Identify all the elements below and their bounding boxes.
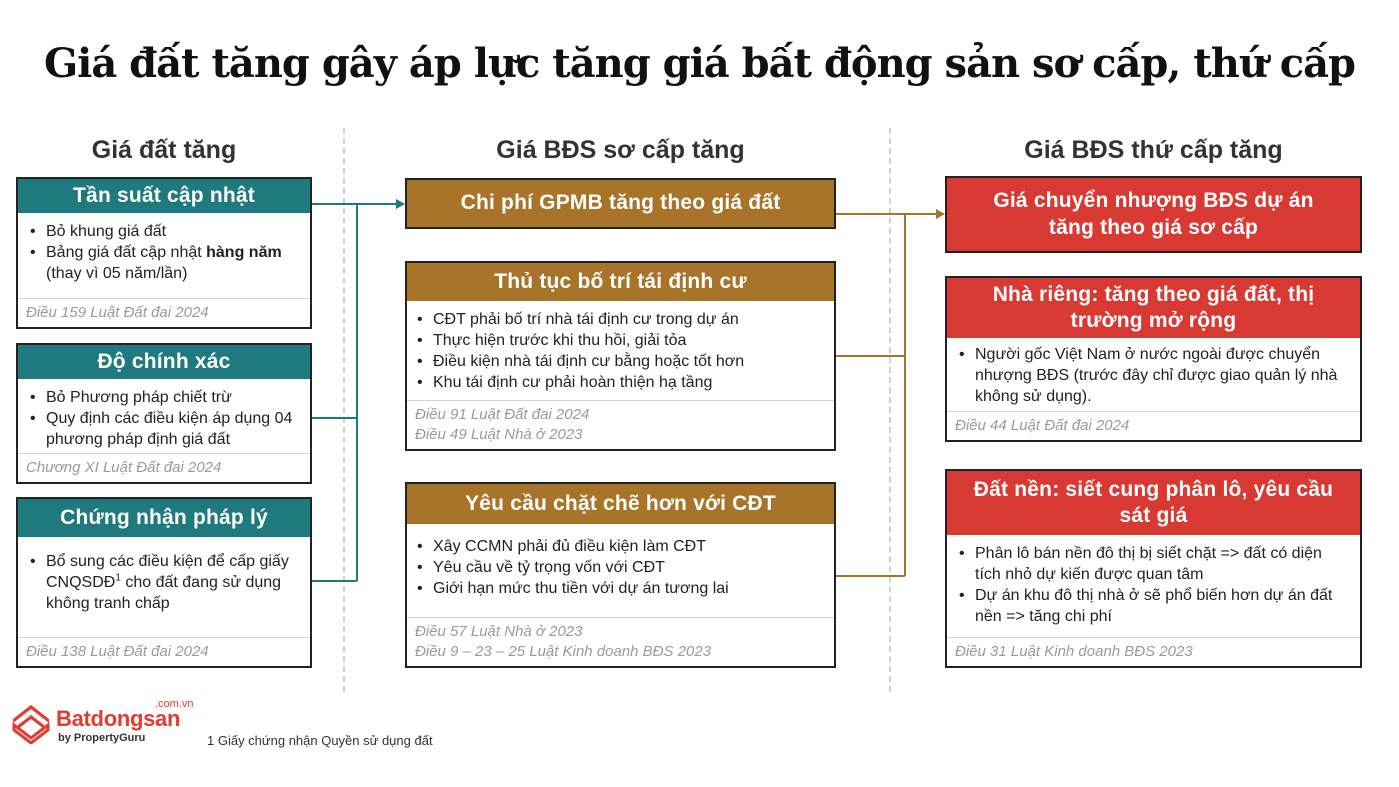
house-logo-icon — [10, 702, 52, 744]
footnote: 1 Giấy chứng nhận Quyền sử dụng đất — [207, 733, 433, 748]
column-heading-secondary: Giá BĐS thứ cấp tăng — [1024, 136, 1283, 164]
bullet-text: (thay vì 05 năm/lần) — [46, 265, 188, 282]
box-header: Độ chính xác — [18, 345, 310, 379]
box-header: Chi phí GPMB tăng theo giá đất — [407, 180, 834, 227]
legal-reference — [407, 400, 834, 449]
box-body — [18, 213, 310, 288]
legal-reference-line: Điều 91 Luật Đất đai 2024 — [415, 406, 590, 423]
arrow-head — [396, 199, 405, 209]
box-update-frequency — [16, 177, 312, 329]
box-body — [947, 535, 1360, 631]
legal-reference: Điều 159 Luật Đất đai 2024 — [18, 298, 310, 327]
bullet-item — [28, 242, 298, 284]
box-body — [18, 379, 310, 454]
bullet-item: • CĐT phải bố trí nhà tái định cư trong dự án — [415, 309, 822, 330]
legal-reference: Điều 138 Luật Đất đai 2024 — [18, 637, 310, 666]
box-header: Chứng nhận pháp lý — [18, 499, 310, 537]
bullet-item: • Thực hiện trước khi thu hồi, giải tỏa — [415, 330, 822, 351]
logo-byline: by PropertyGuru — [58, 732, 146, 744]
bullet-item: • Quy định các điều kiện áp dụng 04 phương pháp định giá đất — [28, 408, 298, 450]
legal-reference-line: Điều 9 – 23 – 25 Luật Kinh doanh BĐS 2023 — [415, 643, 712, 660]
bullet-item: • Người gốc Việt Nam ở nước ngoài được chuyển nhượng BĐS (trước đây chỉ được giao quản lý nhà không sử dụng). — [957, 344, 1348, 407]
bullet-item: • Khu tái định cư phải hoàn thiện hạ tầng — [415, 372, 822, 393]
legal-reference: Chương XI Luật Đất đai 2024 — [18, 453, 310, 482]
bullet-item: • Xây CCMN phải đủ điều kiện làm CĐT — [415, 536, 822, 557]
legal-reference: Điều 31 Luật Kinh doanh BĐS 2023 — [947, 637, 1360, 666]
box-body — [407, 301, 834, 397]
page-title: Giá đất tăng gây áp lực tăng giá bất động sản sơ cấp, thứ cấp — [43, 40, 1356, 87]
bullet-item: • Giới hạn mức thu tiền với dự án tương lai — [415, 578, 822, 599]
bullet-item: • Bỏ Phương pháp chiết trừ — [28, 387, 298, 408]
column-heading-land-price: Giá đất tăng — [91, 136, 237, 164]
bullet-item: • Bỏ khung giá đất — [28, 221, 298, 242]
box-private-houses — [945, 276, 1362, 442]
bullet-item: • Dự án khu đô thị nhà ở sẽ phổ biến hơn dự án đất nền => tăng chi phí — [957, 585, 1348, 627]
box-header: Yêu cầu chặt chẽ hơn với CĐT — [407, 484, 834, 524]
bullet-text: Bảng giá đất cập nhật — [46, 244, 207, 261]
box-header: Thủ tục bố trí tái định cư — [407, 263, 834, 301]
box-body — [407, 524, 834, 603]
legal-reference — [407, 617, 834, 666]
connector-left — [312, 204, 398, 581]
bullet-emphasis: hàng năm — [206, 244, 282, 261]
brand-logo — [10, 698, 200, 748]
bullet-item — [28, 551, 298, 614]
box-land-plots — [945, 469, 1362, 668]
box-legal-certification — [16, 497, 312, 668]
box-header: Tần suất cập nhật — [18, 179, 310, 213]
box-body — [18, 537, 310, 618]
box-developer-requirements — [405, 482, 836, 668]
box-clearance-cost — [405, 178, 836, 229]
bullet-item: • Phân lô bán nền đô thị bị siết chặt => đất có diện tích nhỏ dự kiến được quan tâm — [957, 543, 1348, 585]
bullet-item: • Yêu cầu về tỷ trọng vốn với CĐT — [415, 557, 822, 578]
box-resettlement — [405, 261, 836, 451]
box-body — [947, 338, 1360, 411]
arrow-head — [936, 209, 945, 219]
legal-reference-line: Điều 49 Luật Nhà ở 2023 — [415, 426, 583, 443]
box-header: Giá chuyển nhượng BĐS dự án tăng theo giá sơ cấp — [947, 178, 1360, 251]
legal-reference: Điều 44 Luật Đất đai 2024 — [947, 411, 1360, 440]
connector-right — [836, 214, 937, 576]
box-header: Đất nền: siết cung phân lô, yêu cầu sát giá — [947, 471, 1360, 535]
footnote-marker: 1 — [115, 572, 121, 584]
bullet-text: cho đất đang sử dụng không tranh chấp — [46, 574, 282, 612]
bullet-text: Bổ sung các điều kiện để cấp giấy CNQSDĐ — [46, 553, 289, 591]
box-header: Nhà riêng: tăng theo giá đất, thị trường mở rộng — [947, 278, 1360, 338]
box-accuracy — [16, 343, 312, 484]
bullet-item: • Điều kiện nhà tái định cư bằng hoặc tốt hơn — [415, 351, 822, 372]
legal-reference-line: Điều 57 Luật Nhà ở 2023 — [415, 623, 583, 640]
box-project-resale — [945, 176, 1362, 253]
column-heading-primary: Giá BĐS sơ cấp tăng — [496, 136, 745, 164]
logo-name: Batdongsan — [56, 706, 181, 731]
logo-domain: .com.vn — [155, 698, 194, 710]
